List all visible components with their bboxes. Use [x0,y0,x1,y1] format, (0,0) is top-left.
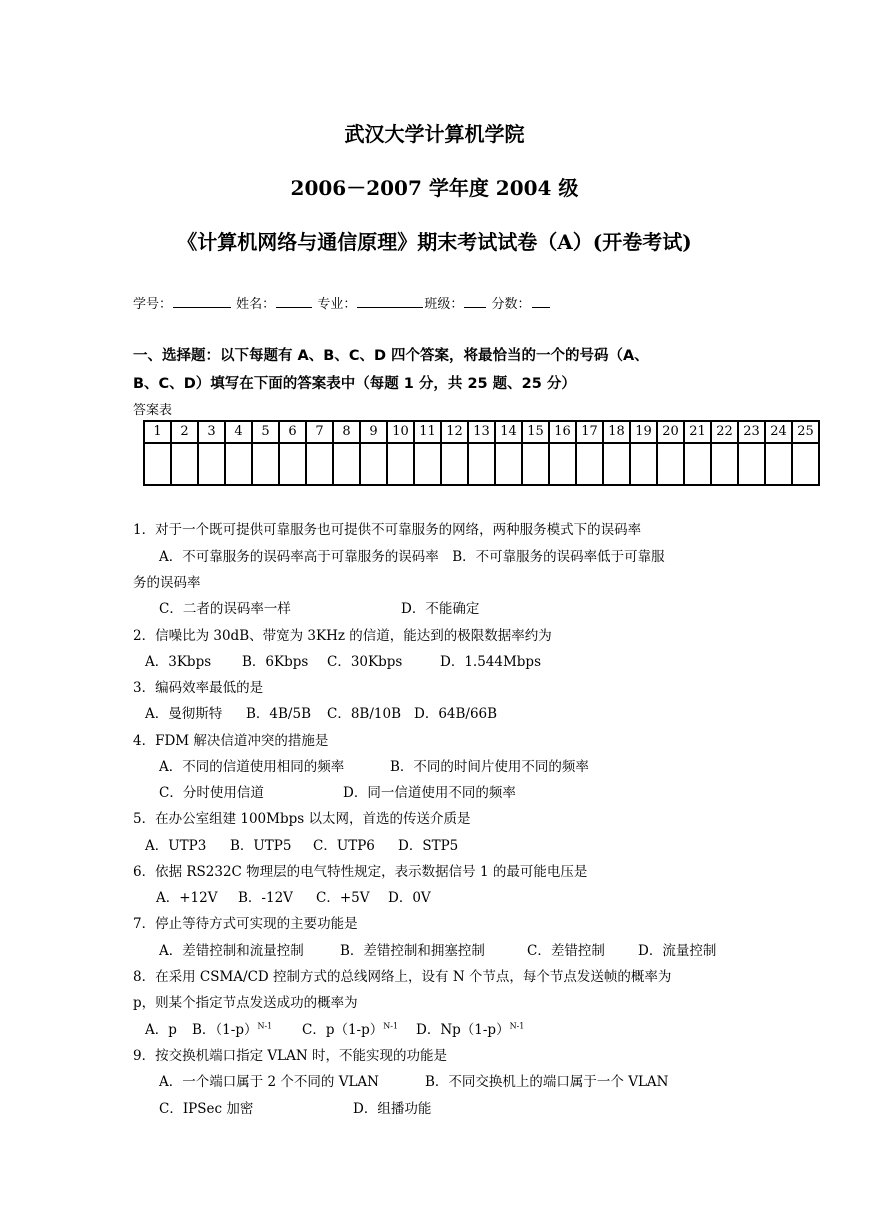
q7-option-a: A．差错控制和流量控制 [159,943,304,959]
answer-cell[interactable] [603,443,630,485]
q6-option-d: D．0V [388,890,431,906]
answer-number: 4 [225,421,252,443]
section1-heading-line2: B、C、D）填写在下面的答案表中（每题 1 分，共 25 题、25 分） [133,376,576,392]
answer-number: 17 [576,421,603,443]
major-label: 专业： [317,297,357,312]
answer-number: 18 [603,421,630,443]
student-id-label: 学号： [133,297,173,312]
q9-option-a: A．一个端口属于 2 个不同的 VLAN [159,1074,379,1090]
q6-option-b: B．-12V [238,890,293,906]
answer-cell[interactable] [765,443,792,485]
answer-number: 15 [522,421,549,443]
major-blank[interactable] [357,294,423,308]
q3-option-d: D．64B/66B [414,706,498,722]
q8-b-exponent: N-1 [257,1021,273,1031]
q2-option-d: D．1.544Mbps [440,654,542,670]
answer-table-label: 答案表 [133,403,173,418]
student-id-blank[interactable] [173,294,231,308]
answer-number: 2 [171,421,198,443]
q2-option-c: C．30Kbps [327,654,403,670]
student-info-line [133,293,551,312]
answer-number: 5 [252,421,279,443]
answer-cell[interactable] [495,443,522,485]
answer-number: 25 [792,421,819,443]
answer-cell[interactable] [414,443,441,485]
answer-cell[interactable] [252,443,279,485]
answer-number: 6 [279,421,306,443]
q4-option-d: D．同一信道使用不同的频率 [343,785,516,801]
answer-number: 7 [306,421,333,443]
answer-number: 16 [549,421,576,443]
name-blank[interactable] [276,294,312,308]
q4-option-c: C．分时使用信道 [159,785,264,801]
answer-cell[interactable] [144,443,171,485]
q8-stem-cont: p，则某个指定节点发送成功的概率为 [133,995,358,1011]
answer-number: 3 [198,421,225,443]
q8-c-exponent: N-1 [383,1021,399,1031]
q2-stem: 2．信噪比为 30dB、带宽为 3KHz 的信道，能达到的极限数据率约为 [133,628,552,644]
answer-number: 23 [738,421,765,443]
class-blank[interactable] [464,294,486,308]
answer-cell[interactable] [684,443,711,485]
class-label: 班级： [424,297,464,312]
q8-option-c: C．$p(1-p)^{N-1}$ [302,1021,399,1038]
answer-number: 24 [765,421,792,443]
name-label: 姓名： [236,297,276,312]
q8-d-exponent: N-1 [509,1021,525,1031]
exam-title: 《计算机网络与通信原理》期末考试试卷（A）(开卷考试) [177,230,692,254]
q5-option-b: B．UTP5 [230,838,292,854]
q1-stem: 1．对于一个既可提供可靠服务也可提供不可靠服务的网络，两种服务模式下的误码率 [133,522,642,538]
answer-cell[interactable] [171,443,198,485]
answer-number: 10 [387,421,414,443]
answer-cell[interactable] [630,443,657,485]
answer-number: 21 [684,421,711,443]
answer-cell[interactable] [792,443,819,485]
answer-number: 22 [711,421,738,443]
answer-number: 1 [144,421,171,443]
q2-option-a: A．3Kbps [145,654,212,670]
answer-cell[interactable] [198,443,225,485]
q1-option-d: D．不能确定 [401,601,480,617]
answer-cell[interactable] [657,443,684,485]
q3-option-b: B．4B/5B [246,706,311,722]
answer-number: 12 [441,421,468,443]
answer-number: 14 [495,421,522,443]
q9-option-c: C．IPSec 加密 [159,1101,254,1117]
q6-option-a: A．+12V [156,890,218,906]
q3-stem: 3．编码效率最低的是 [133,680,264,696]
score-label: 分数： [491,297,531,312]
school-title: 武汉大学计算机学院 [344,122,525,146]
answer-cell[interactable] [576,443,603,485]
q3-option-c: C．8B/10B [327,706,401,722]
answer-cell[interactable] [468,443,495,485]
answer-cell[interactable] [738,443,765,485]
q1-options-ab-cont: 务的误码率 [133,575,201,591]
q5-stem: 5．在办公室组建 100Mbps 以太网，首选的传送介质是 [133,811,471,827]
answer-number: 9 [360,421,387,443]
answer-number: 20 [657,421,684,443]
answer-number: 8 [333,421,360,443]
q6-stem: 6．依据 RS232C 物理层的电气特性规定，表示数据信号 1 的最可能电压是 [133,864,588,880]
answer-cell[interactable] [333,443,360,485]
section1-heading-line1: 一、选择题：以下每题有 A、B、C、D 四个答案，将最恰当的一个的号码（A、 [133,348,649,364]
answer-table [143,420,820,486]
q7-option-c: C．差错控制 [527,943,605,959]
q6-option-c: C．+5V [316,890,370,906]
answer-number: 19 [630,421,657,443]
answer-number: 13 [468,421,495,443]
q4-option-a: A．不同的信道使用相同的频率 [159,759,345,775]
q1-options-ab: A．不可靠服务的误码率高于可靠服务的误码率 B．不可靠服务的误码率低于可靠服 [159,549,665,565]
answer-cell[interactable] [711,443,738,485]
answer-cell[interactable] [306,443,333,485]
answer-cell[interactable] [360,443,387,485]
answer-cell[interactable] [387,443,414,485]
q8-stem: 8．在采用 CSMA/CD 控制方式的总线网络上，设有 N 个节点，每个节点发送帧的概率为 [133,969,672,985]
q4-stem: 4．FDM 解决信道冲突的措施是 [133,733,329,749]
q5-option-a: A．UTP3 [145,838,207,854]
answer-cell[interactable] [441,443,468,485]
q7-option-d: D．流量控制 [638,943,717,959]
q9-option-b: B．不同交换机上的端口属于一个 VLAN [425,1074,669,1090]
q9-option-d: D．组播功能 [353,1101,432,1117]
q3-option-a: A．曼彻斯特 [145,706,223,722]
q7-stem: 7．停止等待方式可实现的主要功能是 [133,916,358,932]
answer-table-number-row [144,421,819,443]
answer-cell[interactable] [225,443,252,485]
q8-option-b: B．$(1-p)^{N-1}$ [192,1021,273,1038]
score-blank[interactable] [532,294,550,308]
q9-stem: 9．按交换机端口指定 VLAN 时，不能实现的功能是 [133,1048,447,1064]
academic-year-title: 2006－2007 学年度 2004 级 [290,176,579,200]
answer-table-answer-row [144,443,819,485]
answer-cell[interactable] [549,443,576,485]
answer-cell[interactable] [522,443,549,485]
answer-cell[interactable] [279,443,306,485]
q5-option-d: D．STP5 [398,838,459,854]
q1-option-c: C．二者的误码率一样 [159,601,291,617]
q4-option-b: B．不同的时间片使用不同的频率 [390,759,589,775]
q8-option-d: D．$Np(1-p)^{N-1}$ [416,1021,525,1038]
q5-option-c: C．UTP6 [313,838,375,854]
answer-number: 11 [414,421,441,443]
q8-option-a: A．p [145,1022,177,1038]
q2-option-b: B．6Kbps [242,654,309,670]
q7-option-b: B．差错控制和拥塞控制 [340,943,485,959]
